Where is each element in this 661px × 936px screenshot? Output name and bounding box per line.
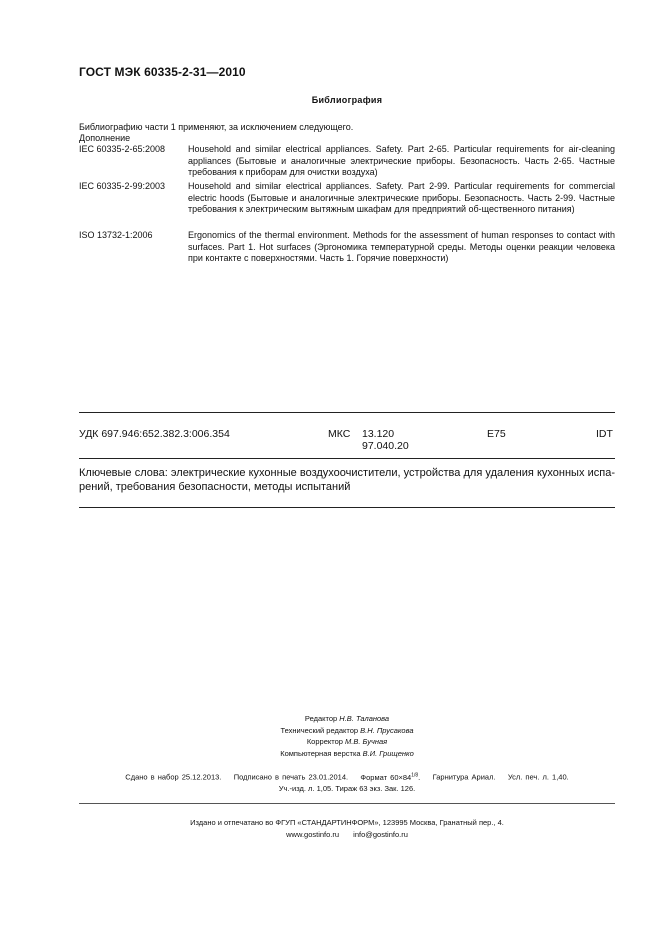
bibliography-intro: Библиографию части 1 применяют, за исключением следующего. [79,122,354,132]
reference-code: ISO 13732-1:2006 [79,230,153,240]
signed-date: Подписано в печать 23.01.2014. [233,772,349,782]
publisher-contacts [79,829,615,841]
credit-role: Технический редактор [280,725,359,735]
idt-code: IDT [596,428,613,440]
credits-block [79,713,615,759]
document-code: ГОСТ МЭК 60335-2-31—2010 [79,65,246,79]
credit-name: М.В. Бучная [345,737,388,746]
divider-line [79,458,615,459]
reference-text: Household and similar electrical appliances. Safety. Part 2-65. Particular requirements for air-cleaning appliances (Бытовые и аналогичные электрические приборы. Безопасность. Часть 2-65. Частные требования к приборам для очистки воздуха) [188,144,615,177]
email-link[interactable]: info@gostinfo.ru [353,830,408,839]
font-info: Гарнитура Ариал. [432,772,496,782]
publisher-line: Издано и отпечатано во ФГУП «СТАНДАРТИНФОРМ», 123995 Москва, Гранатный пер., 4. [190,818,504,827]
credit-line [79,725,615,737]
reference-text: Household and similar electrical appliances. Safety. Part 2-99. Particular requirements for commercial electric hoods (Бытовые и аналогичные электрические приборы. Безопасность. Часть 2-99. Частные требования к электрическим вытяжным шкафам для предприятий об-щественного питания) [188,181,615,214]
reference-code: IEC 60335-2-65:2008 [79,144,166,154]
supplement-label: Дополнение [79,133,131,143]
keywords: Ключевые слова: электрические кухонные воздухоочистители, устройства для удаления кухонных испа-рений, требования безопасности, методы испытаний [79,467,615,493]
reference-code: IEC 60335-2-99:2003 [79,181,166,191]
publisher-block [79,817,615,841]
credit-name: В.Н. Прусакова [360,725,414,735]
bibliography-title: Библиография [311,95,383,105]
udk-code: УДК 697.946:652.382.3:006.354 [79,428,230,440]
divider-line [79,412,615,413]
divider-line [79,507,615,508]
credit-role: Компьютерная верстка [280,748,361,758]
print-info-line [79,772,615,782]
credit-line [79,713,615,725]
credit-line [79,748,615,760]
format-info: Формат $60\times 84^{1/8}$. [360,772,421,782]
okp-code: E75 [487,428,506,440]
mks-label: МКС [328,428,351,440]
credit-name: Н.В. Таланова [339,714,390,723]
reference-text: Ergonomics of the thermal environment. Methods for the assessment of human responses to contact with surfaces. Part 1. Hot surfaces (Эргономика температурной среды. Методы оценки реакции человека при контакте с поверхностями. Часть 1. Горячие поверхности) [188,230,615,263]
format-fraction: 1/8 [411,772,419,778]
credit-line [79,736,615,748]
mks-value: 97.040.20 [362,440,409,452]
mks-value: 13.120 [362,428,395,440]
format-prefix: Формат 60×84 [360,772,412,782]
divider-line [79,803,615,804]
credit-role: Корректор [306,737,343,746]
credit-role: Редактор [304,714,338,723]
mks-values [362,428,409,452]
print-info-line-2: Уч.-изд. л. 1,05. Тираж 63 экз. Зак. 126. [278,784,416,793]
credit-name: В.И. Грищенко [362,748,414,758]
website-link[interactable]: www.gostinfo.ru [286,830,340,839]
sent-to-set-date: Сдано в набор 25.12.2013. [125,772,222,782]
print-sheets: Усл. печ. л. 1,40. [507,772,569,782]
